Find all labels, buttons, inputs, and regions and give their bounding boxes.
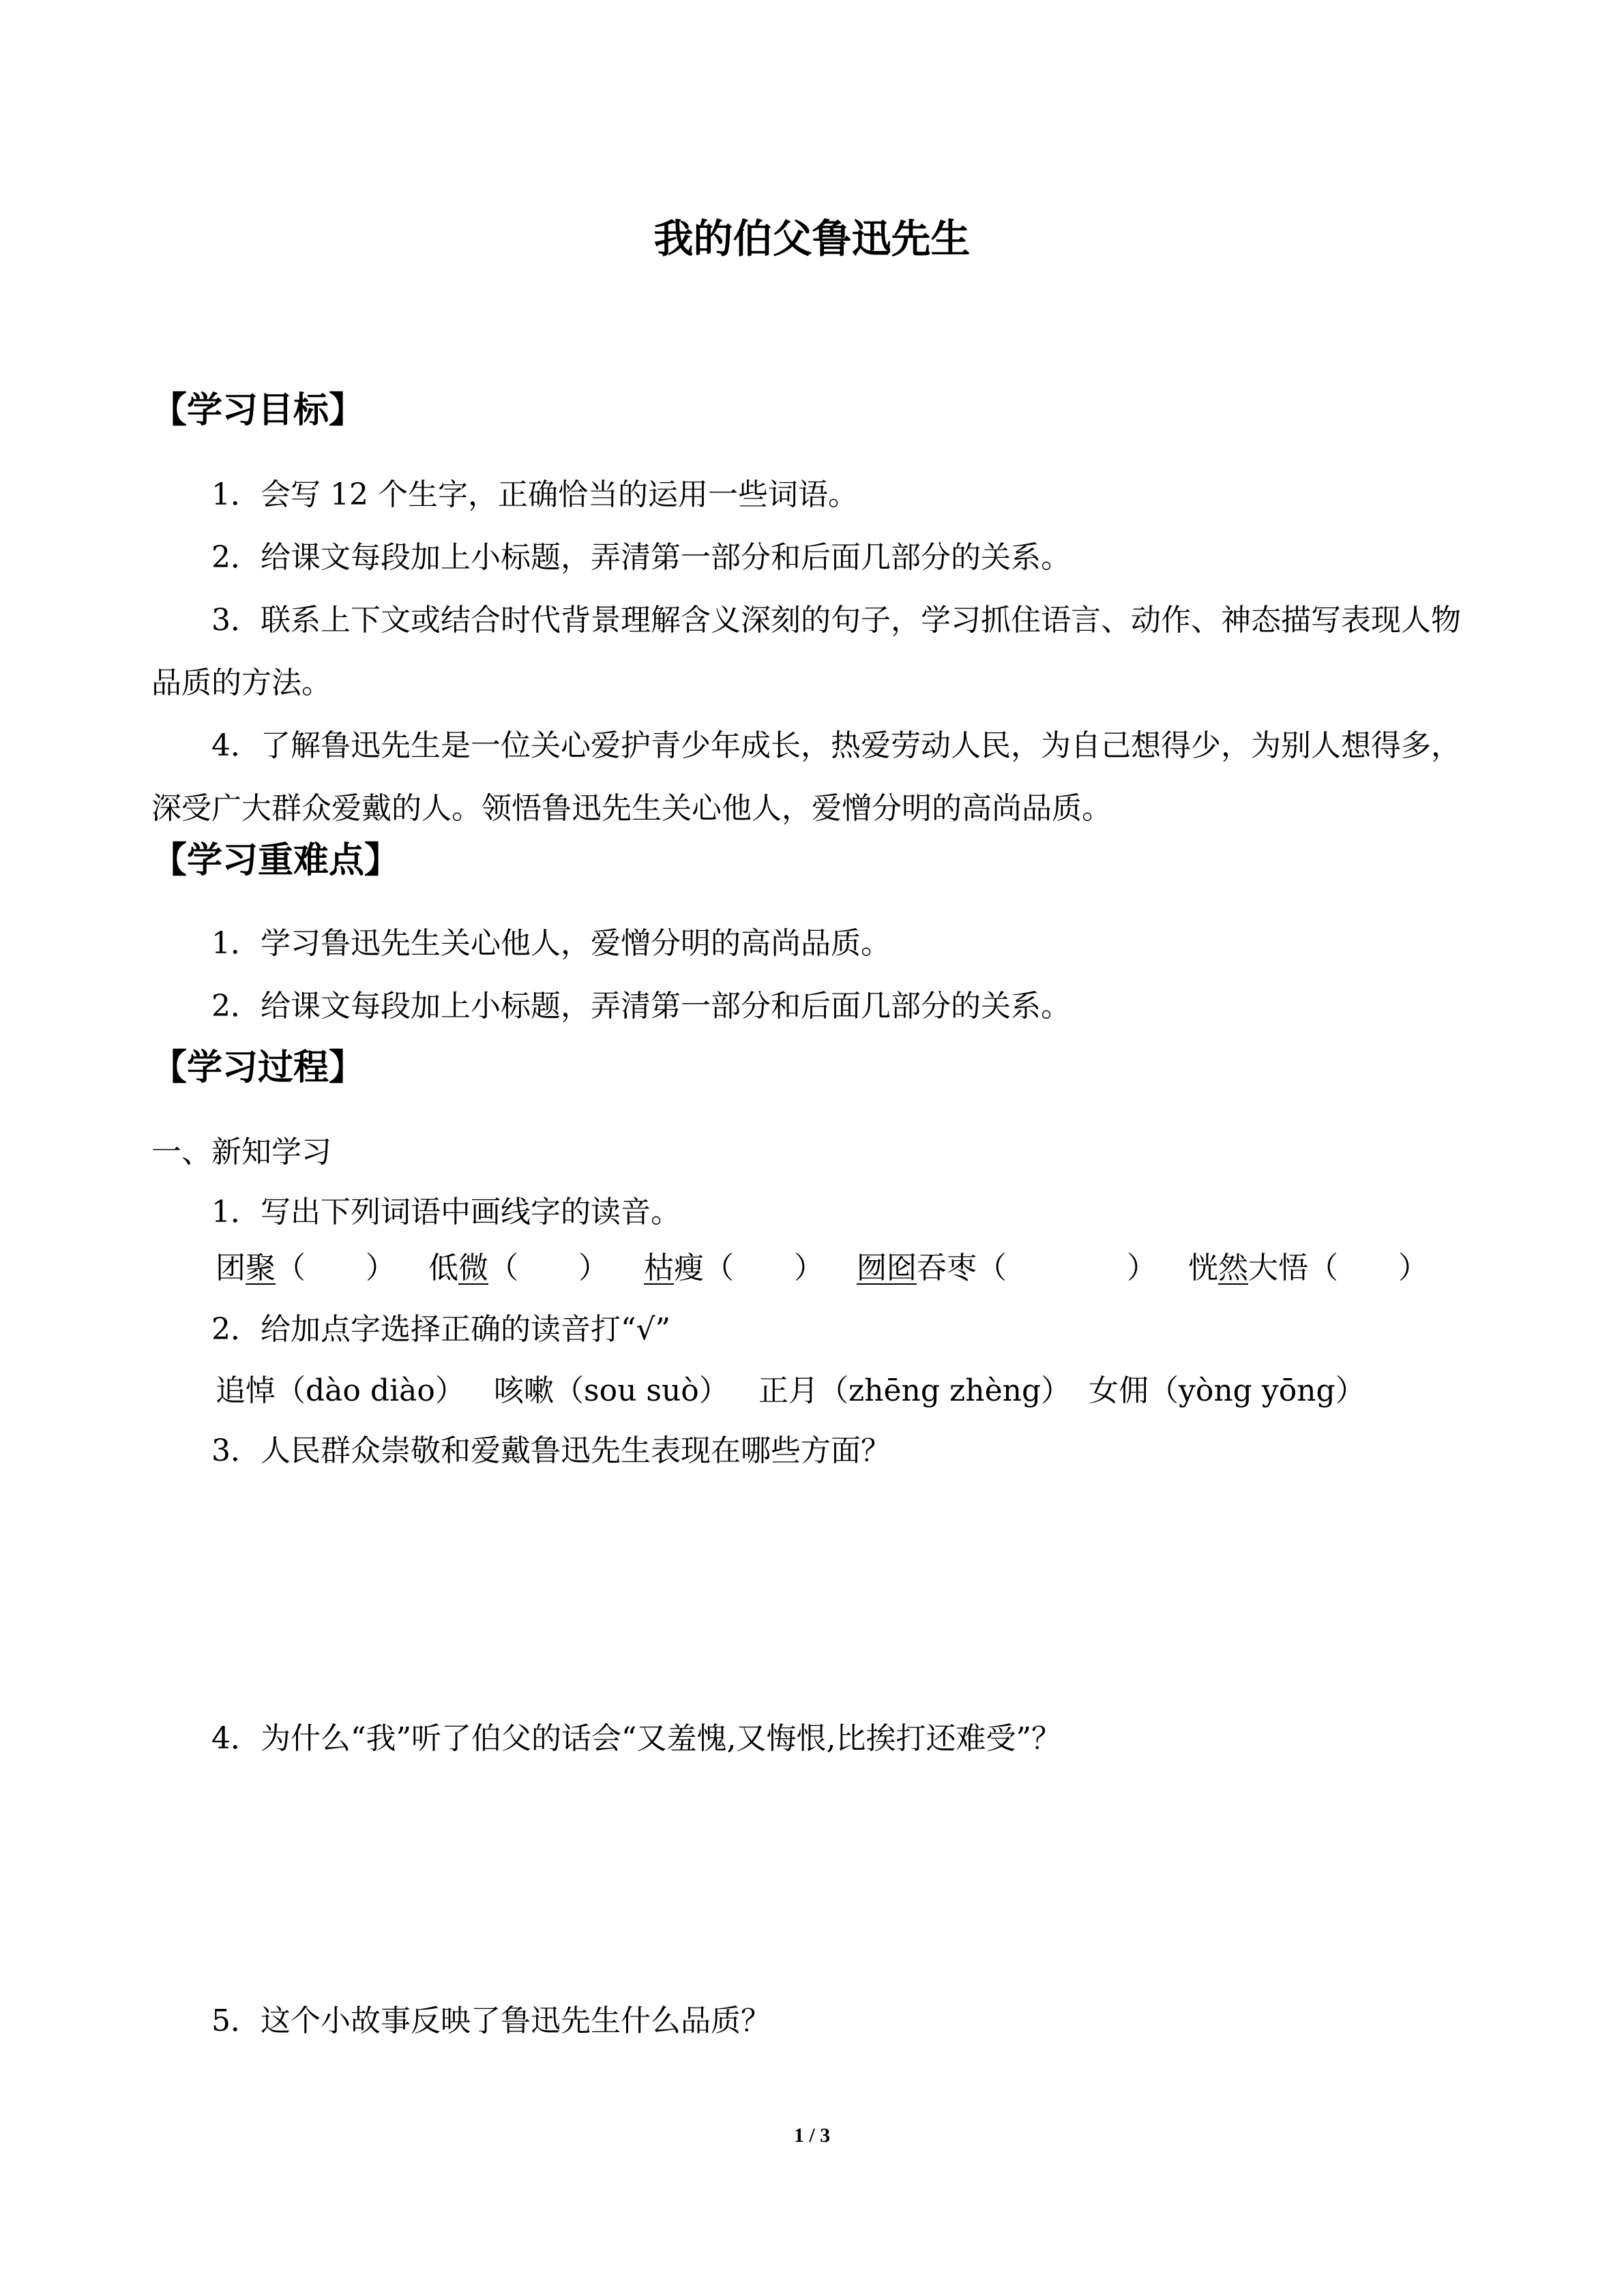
question-4: 4．为什么“我”听了伯父的话会“又羞愧,又悔恨,比挨打还难受”？: [211, 1721, 1061, 1756]
page-number: 1 / 3: [793, 2124, 831, 2147]
q2-word-3: 正月（zhēng zhèng）: [758, 1373, 1072, 1408]
q2-word-4: 女佣（yòng yōng）: [1089, 1373, 1365, 1408]
answer-blank: （ ）: [276, 1251, 396, 1285]
underlined-char: 微: [458, 1251, 488, 1285]
answer-blank: （ ）: [977, 1251, 1157, 1285]
section-heading-key-points: 【学习重难点】: [151, 840, 400, 881]
q2-word-1: 追悼（dào diào）: [216, 1373, 465, 1408]
q1-word-2: 低微（ ）: [428, 1251, 608, 1285]
underlined-char: 聚: [246, 1251, 276, 1285]
section-heading-goals: 【学习目标】: [151, 390, 365, 431]
q1-word-1: 团聚（ ）: [216, 1251, 396, 1285]
q1-word-row: [216, 1248, 1484, 1289]
q2-word-row: [216, 1371, 1484, 1412]
key-point-item-1: 1．学习鲁迅先生关心他人，爱憎分明的高尚品质。: [211, 926, 891, 961]
key-point-item-2: 2．给课文每段加上小标题，弄清第一部分和后面几部分的关系。: [211, 989, 1071, 1024]
goal-item-3: 3．联系上下文或结合时代背景理解含义深刻的句子，学习抓住语言、动作、神态描写表现人物品质的方法。: [151, 603, 1461, 700]
q2-word-2: 咳嗽（sou suò）: [494, 1373, 729, 1408]
question-5: 5．这个小故事反映了鲁迅先生什么品质？: [211, 2003, 771, 2038]
goal-item-1: 1．会写 12 个生字，正确恰当的运用一些词语。: [211, 477, 858, 512]
answer-blank: （ ）: [704, 1251, 824, 1285]
subheading-new-knowledge: 一、新知学习: [151, 1135, 331, 1169]
answer-blank: （ ）: [488, 1251, 608, 1285]
underlined-char: 枯: [644, 1251, 674, 1285]
q1-word-4: 囫囵吞枣（ ）: [857, 1251, 1157, 1285]
underlined-char: 然: [1218, 1251, 1248, 1285]
q1-word-3: 枯瘦（ ）: [644, 1251, 824, 1285]
answer-blank: （ ）: [1308, 1251, 1428, 1285]
question-1: 1．写出下列词语中画线字的读音。: [211, 1195, 681, 1229]
underlined-char: 囫囵: [857, 1251, 917, 1285]
question-3: 3．人民群众崇敬和爱戴鲁迅先生表现在哪些方面？: [211, 1433, 891, 1468]
page-title: 我的伯父鲁迅先生: [653, 215, 971, 262]
section-heading-process: 【学习过程】: [151, 1047, 365, 1088]
goal-item-2: 2．给课文每段加上小标题，弄清第一部分和后面几部分的关系。: [211, 540, 1071, 575]
goal-item-4: 4．了解鲁迅先生是一位关心爱护青少年成长，热爱劳动人民，为自己想得少，为别人想得多，深受广大群众爱戴的人。领悟鲁迅先生关心他人，爱憎分明的高尚品质。: [151, 728, 1461, 826]
question-2: 2．给加点字选择正确的读音打“√”: [211, 1312, 671, 1347]
q1-word-5: 恍然大悟（ ）: [1188, 1251, 1428, 1285]
